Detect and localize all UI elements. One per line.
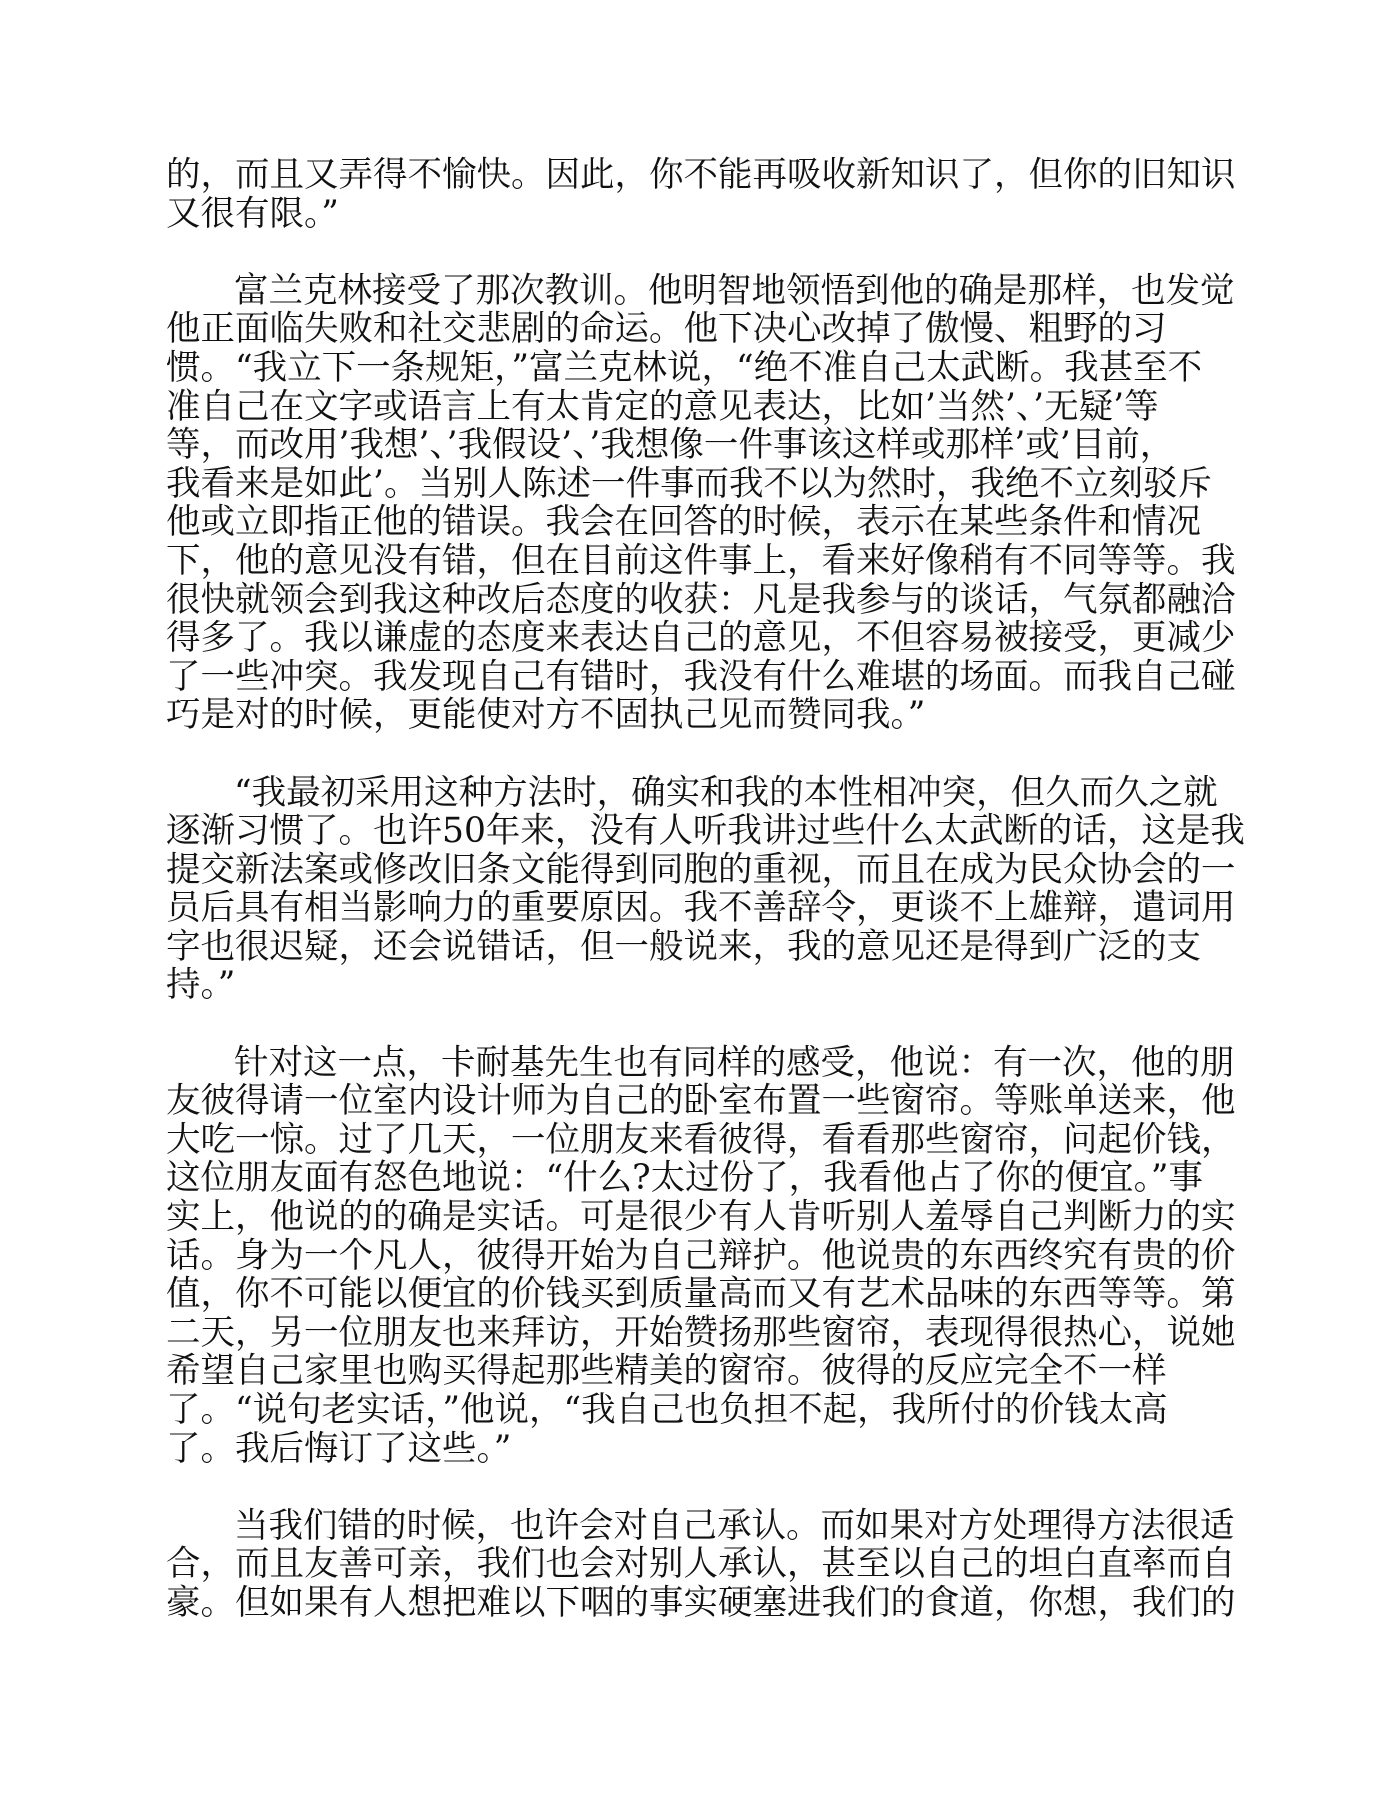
text-line: 下，他的意见没有错，但在目前这件事上，看来好像稍有不同等等。我 xyxy=(166,540,1236,581)
paragraph-2 xyxy=(166,270,1236,736)
paragraph-spacer xyxy=(166,233,1226,272)
text-line: 又很有限。” xyxy=(166,193,339,234)
text-line: 得多了。我以谦虚的态度来表达自己的意见，不但容易被接受，更减少 xyxy=(166,618,1236,659)
text-line: 的，而且又弄得不愉快。因此，你不能再吸收新知识了，但你的旧知识 xyxy=(166,155,1236,195)
text-line: 话。身为一个凡人，彼得开始为自己辩护。他说贵的东西终究有贵的价 xyxy=(166,1235,1236,1276)
paragraph-spacer xyxy=(166,1005,1226,1044)
text-line: 字也很迟疑，还会说错话，但一般说来，我的意见还是得到广泛的支 xyxy=(166,926,1201,967)
text-line: 了。“说句老实话，”他说，“我自己也负担不起，我所付的价钱太高 xyxy=(166,1390,1168,1430)
text-line: 我看来是如此’。当别人陈述一件事而我不以为然时，我绝不立刻驳斥 xyxy=(166,463,1212,504)
text-line: 针对这一点，卡耐基先生也有同样的感受，他说：有一次，他的朋 xyxy=(234,1042,1235,1083)
document-body xyxy=(166,155,1245,1623)
text-line: 值，你不可能以便宜的价钱买到质量高而又有艺术品味的东西等等。第 xyxy=(166,1274,1236,1315)
paragraph-3 xyxy=(166,772,1245,1006)
paragraph-5 xyxy=(166,1505,1236,1623)
paragraph-1 xyxy=(166,155,1236,234)
text-line: 惯。“我立下一条规矩，”富兰克林说，“绝不准自己太武断。我甚至不 xyxy=(166,347,1203,388)
text-line: 提交新法案或修改旧条文能得到同胞的重视，而且在成为民众协会的一 xyxy=(166,849,1236,890)
text-line: 了一些冲突。我发现自己有错时，我没有什么难堪的场面。而我自己碰 xyxy=(166,656,1236,697)
text-line: 员后具有相当影响力的重要原因。我不善辞令，更谈不上雄辩，遣词用 xyxy=(166,888,1236,929)
text-line: 了。我后悔订了这些。” xyxy=(166,1428,512,1469)
text-line: 豪。但如果有人想把难以下咽的事实硬塞进我们的食道，你想，我们的 xyxy=(166,1582,1236,1623)
text-line: 合，而且友善可亲，我们也会对别人承认，甚至以自己的坦白直率而自 xyxy=(166,1544,1236,1585)
text-line: 他正面临失败和社交悲剧的命运。他下决心改掉了傲慢、粗野的习 xyxy=(166,309,1167,350)
text-line: 逐渐习惯了。也许50年来，没有人听我讲过些什么太武断的话，这是我 xyxy=(166,811,1245,852)
text-line: 二天，另一位朋友也来拜访，开始赞扬那些窗帘，表现得很热心，说她 xyxy=(166,1312,1236,1353)
text-line: 很快就领会到我这种改后态度的收获：凡是我参与的谈话，气氛都融洽 xyxy=(166,579,1236,620)
text-line: 准自己在文字或语言上有太肯定的意见表达，比如’当然’、’无疑’等 xyxy=(166,386,1159,427)
text-line: 友彼得请一位室内设计师为自己的卧室布置一些窗帘。等账单送来，他 xyxy=(166,1081,1236,1122)
text-line: 持。” xyxy=(166,965,236,1006)
text-line: 他或立即指正他的错误。我会在回答的时候，表示在某些条件和情况 xyxy=(166,502,1201,543)
text-line: 当我们错的时候，也许会对自己承认。而如果对方处理得方法很适 xyxy=(234,1505,1235,1546)
paragraph-spacer xyxy=(166,735,1226,774)
paragraph-4 xyxy=(166,1042,1236,1469)
paragraph-spacer xyxy=(166,1468,1226,1507)
text-line: “我最初采用这种方法时，确实和我的本性相冲突，但久而久之就 xyxy=(234,772,1218,813)
text-line: 这位朋友面有怒色地说：“什么?太过份了，我看他占了你的便宜。”事 xyxy=(166,1158,1204,1199)
text-line: 大吃一惊。过了几天，一位朋友来看彼得，看看那些窗帘，问起价钱， xyxy=(166,1119,1236,1160)
text-line: 富兰克林接受了那次教训。他明智地领悟到他的确是那样，也发觉 xyxy=(234,270,1235,311)
text-line: 实上，他说的的确是实话。可是很少有人肯听别人羞辱自己判断力的实 xyxy=(166,1197,1236,1238)
text-line: 巧是对的时候，更能使对方不固执己见而赞同我。” xyxy=(166,695,926,736)
text-line: 等，而改用’我想’、’我假设’、’我想像一件事该这样或那样’或’目前， xyxy=(166,425,1175,466)
text-line: 希望自己家里也购买得起那些精美的窗帘。彼得的反应完全不一样 xyxy=(166,1351,1167,1392)
